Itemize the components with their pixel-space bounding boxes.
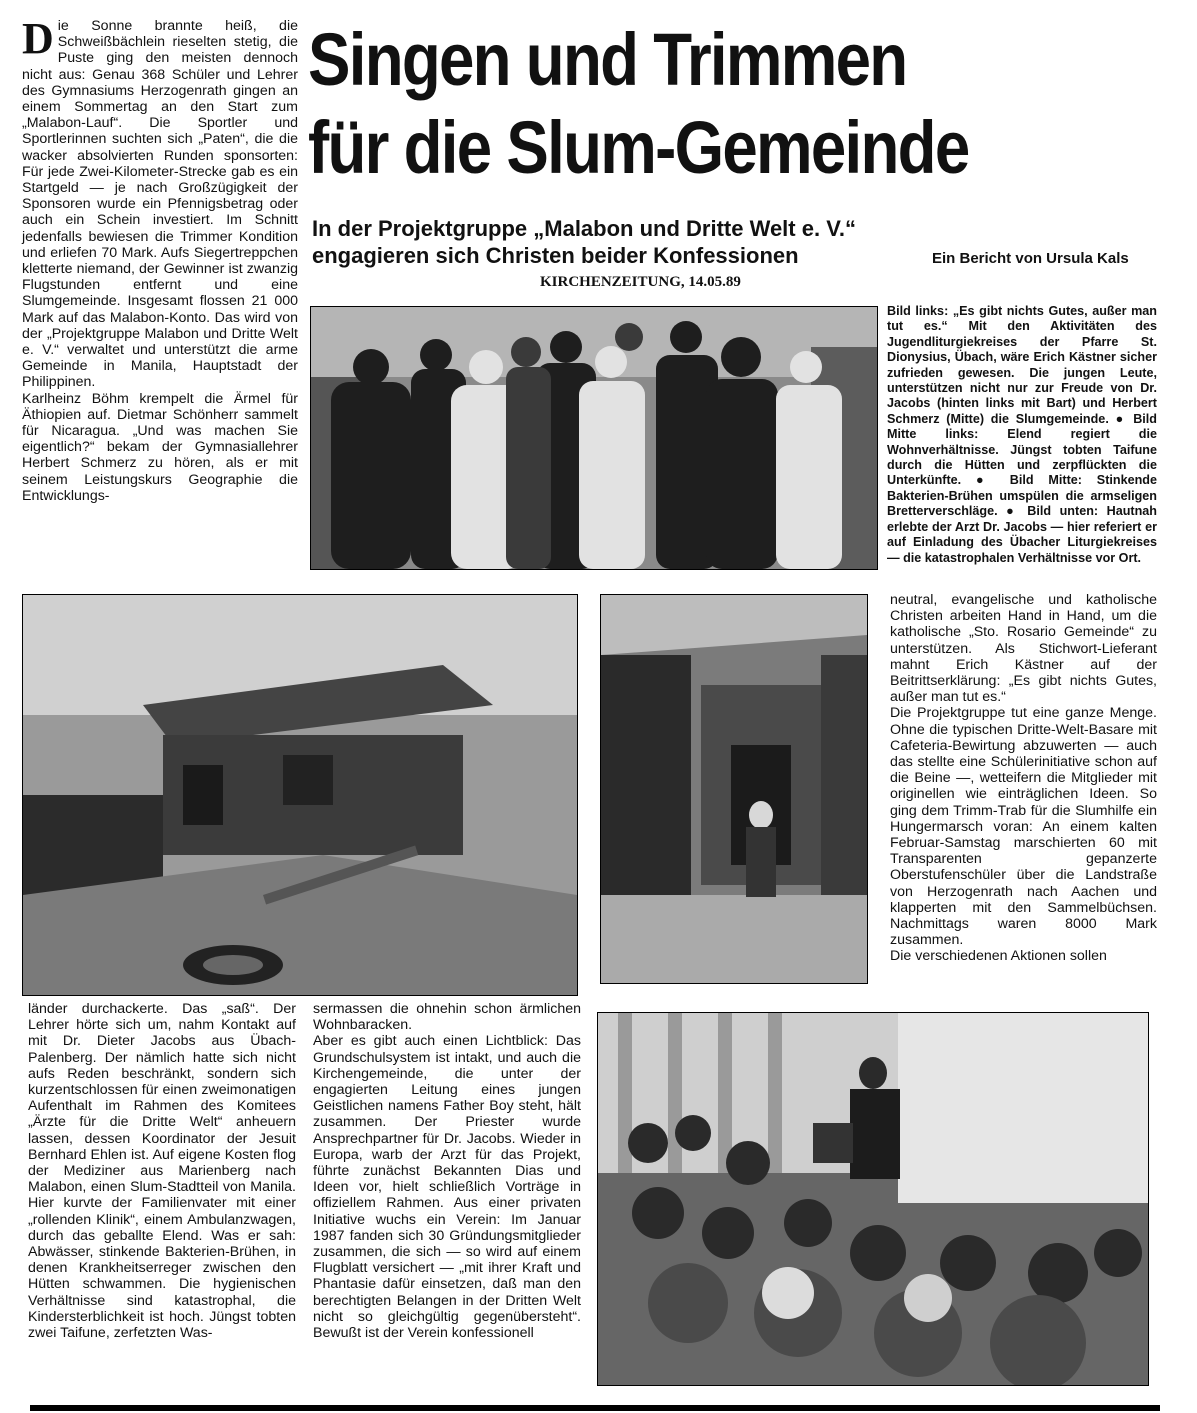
group-photo <box>310 306 878 570</box>
column-1-paragraph-2: Karlheinz Böhm krempelt die Ärmel für Äthiopien auf. Dietmar Schönherr sammelt für Nicaragua. „Und was machen Sie eigentlich?“ bekam der Gymnasiallehrer Herbert Schmerz zu hören, als er mit seinem Leistungskurs Geographie die Entwicklungs- <box>22 390 298 504</box>
article-column-1 <box>22 14 298 580</box>
flooded-hut-illustration <box>601 595 867 983</box>
column-right-paragraph-2: Die Projektgruppe tut eine ganze Menge. Ohne die typischen Dritte-Welt-Basare mit Cafeteria-Bewirtung abzuwerten — auch das stellte eine Schülerinitiative schon auf die Beine —, wetteifern die Mitglieder mit originellen wie einträglichen Ideen. So ging dem Trimm-Trab für die Slumhilfe ein Hungermarsch voran: An einem kalten Februar-Samstag marschierten 60 mit Transparenten gepanzerte Oberstufenschüler über die Landstraße von Herzogenrath nach Aachen und klapperten mit den Sammelbüchsen. Nachmittags waren 8000 Mark zusammen. <box>890 705 1157 949</box>
byline: Ein Bericht von Ursula Kals <box>932 250 1129 267</box>
source-line: KIRCHENZEITUNG, 14.05.89 <box>540 274 741 290</box>
column-right-paragraph-1: neutral, evangelische und katholische Christen arbeiten Hand in Hand, um die katholische „Sto. Rosario Gemeinde“ zu unterstützen. Als Stichwort-Lieferant mahnt Erich Kästner auf der Beitrittserklärung: „Es gibt nichts Gutes, außer man tut es.“ <box>890 592 1157 706</box>
headline-line-2: für die Slum-Gemeinde <box>308 106 969 189</box>
column-right-paragraph-3: Die verschiedenen Aktionen sollen <box>890 948 1107 965</box>
drop-cap: D <box>22 14 54 63</box>
column-bottom-1-paragraph: länder durchackerte. Das „saß“. Der Lehrer hörte sich um, nahm Kontakt auf mit Dr. Dieter Jacobs aus Übach-Palenberg. Der nämlich hatte sich nicht aufs Reden beschränkt, sondern sich kurzentschlossen für einen zweimonatigen Aufenthalt im Rahmen des Komitees „Ärzte für die Dritte Welt“ anheuern lassen, dessen Koordinator der Jesuit Bernhard Ehlen ist. Auf eigene Kosten flog der Mediziner aus Marienberg nach Malabon, einen Slum-Stadtteil von Manila. Hier kurvte der Familienvater mit einer „rollenden Klinik“, einem Ambulanzwagen, durch das geballte Elend. Was er sah: Abwässer, stinkende Bakterien-Brühen, in denen Krankheitserreger zwischen den Hütten schwammen. Die hygienischen Verhältnisse sind katastrophal, die Kindersterblichkeit ist hoch. Jüngst tobten zwei Taifune, zerfetzten Was- <box>28 1001 296 1342</box>
column-bottom-2-paragraph-1: sermassen die ohnehin schon ärmlichen Wohnbaracken. <box>313 1001 581 1034</box>
headline-line-1: Singen und Trimmen <box>308 18 907 101</box>
article-column-right <box>890 592 1157 994</box>
article-column-bottom-1 <box>28 1001 296 1385</box>
bottom-rule <box>30 1405 1160 1411</box>
column-1-paragraph-1: ie Sonne brannte heiß, die Schweißbächlein rieselten stetig, die Puste ging den meisten dennoch nicht aus: Genau 368 Schüler und Lehrer des Gymnasiums Herzogenrath gingen an einem Sommertag an den Start zum „Malabon-Lauf“. Die Sportler und Sportlerinnen suchten sich „Paten“, die die wacker absolvierten Runden sponsorten: Für jede Zwei-Kilometer-Strecke gab es ein Startgeld — je nach Großzügigkeit der Sponsoren wurde ein Pfennigsbetrag oder auch ein Schein investiert. Im Schnitt jedenfalls bewiesen die Trimmer Kondition und erliefen 70 Mark. Aufs Siegertreppchen kletterte niemand, der Gewinner ist zwanzig Flugstunden entfernt und eine Slumgemeinde. Insgesamt flossen 21 000 Mark auf das Malabon-Konto. Das wird von der „Projektgruppe Malabon und Dritte Welt e. V.“ verwaltet und unterstützt die arme Gemeinde in Manila, Hauptstadt der Philippinen. <box>22 18 298 391</box>
group-photo-illustration <box>311 307 877 569</box>
slum-huts-photo <box>22 594 578 996</box>
article-column-bottom-2 <box>313 1001 581 1385</box>
subheadline-line-2: engagieren sich Christen beider Konfessionen <box>312 243 799 268</box>
lecture-illustration <box>598 1013 1148 1385</box>
photo-caption: Bild links: „Es gibt nichts Gutes, außer man tut es.“ Mit den Aktivitäten des Jugendliturgiekreises der Pfarre St. Dionysius, Übach, wäre Erich Kästner sicher zufrieden gewesen. Die jungen Leute, unterstützen nicht nur zur Freude von Dr. Jacobs (hinten links mit Bart) und Herbert Schmerz (Mitte) die Slumgemeinde. ● Bild Mitte links: Elend regiert die Wohnverhältnisse. Jüngst tobten Taifune durch die Hütten und zerpflückten die Unterkünfte. ● Bild Mitte: Stinkende Bakterien-Brühen umspülen die armseligen Bretterverschläge. ● Bild unten: Hautnah erlebte der Arzt Dr. Jacobs — hier referiert er auf Einladung des Übacher Liturgiekreises — die katastrophalen Verhältnisse vor Ort. <box>887 304 1157 565</box>
slum-huts-illustration <box>23 595 577 995</box>
subheadline-line-1: In der Projektgruppe „Malabon und Dritte Welt e. V.“ <box>312 216 856 241</box>
lecture-photo <box>597 1012 1149 1386</box>
flooded-hut-photo <box>600 594 868 984</box>
column-bottom-2-paragraph-2: Aber es gibt auch einen Lichtblick: Das Grundschulsystem ist intakt, und auch die Kirchengemeinde, die unter der engagierten Leitung eines jungen Geistlichen namens Father Boy steht, hält zusammen. Der Priester wurde Ansprechpartner für Dr. Jacobs. Wieder in Europa, warb der Arzt für das Projekt, führte zunächst Bekannten Dias und Ideen vor, hielt schließlich Vorträge in offiziellem Rahmen. Aus einer privaten Initiative wuchs ein Verein: Im Januar 1987 fanden sich 30 Gründungsmitglieder zusammen, die sich — so wird auf einem Flugblatt versichert — „mit ihrer Kraft und Phantasie dafür einsetzen, daß man den berechtigten Belangen in der Dritten Welt nicht so gleichgültig gegenübersteht“. Bewußt ist der Verein konfessionell <box>313 1033 581 1342</box>
